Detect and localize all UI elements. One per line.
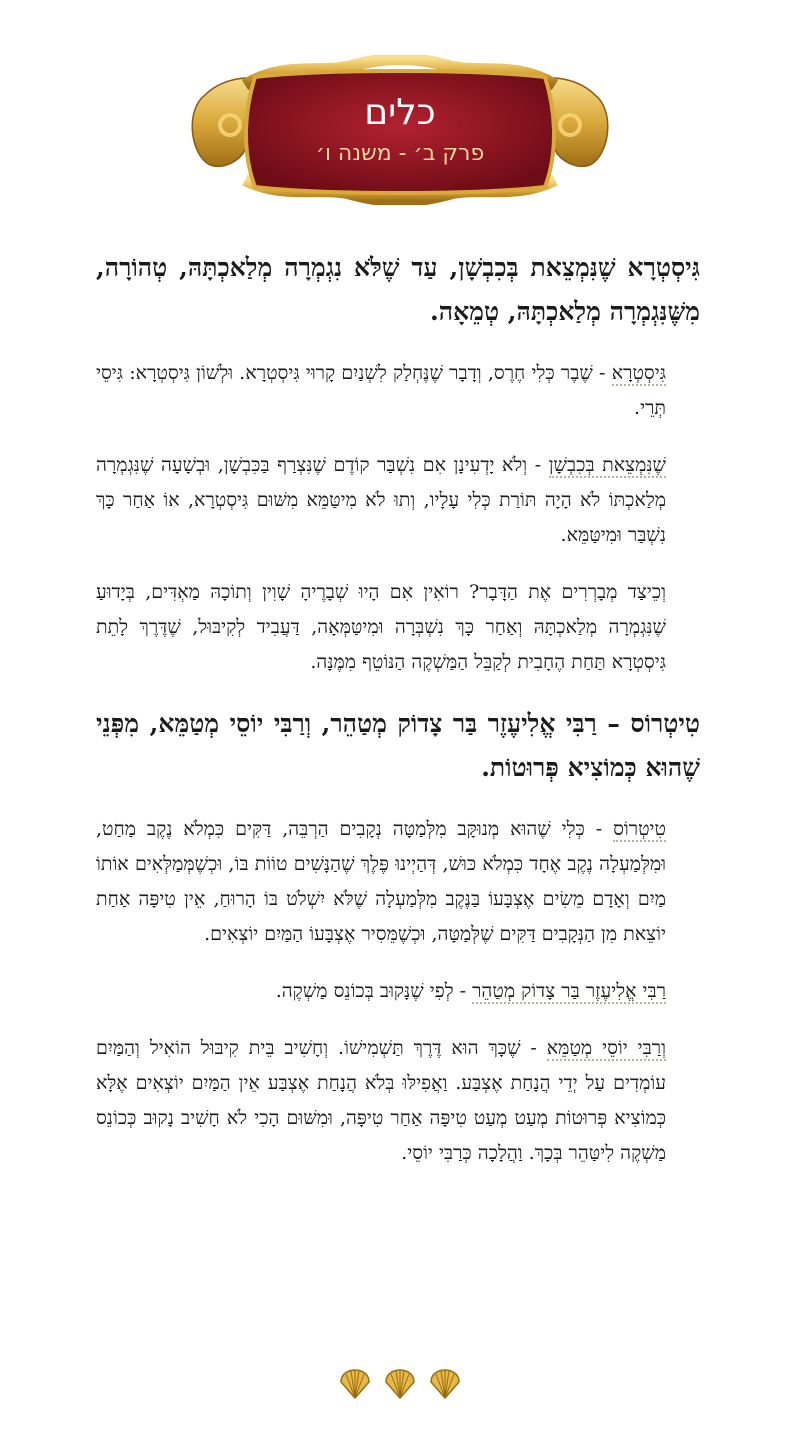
explanation-text: - שֶׁבֶר כְּלִי חֶרֶס, וְדָבָר שֶׁנֶּחְלַק לִשְׁנַיִם קָרוּי גִּיסְטְרָא. וּלְשׁוֹן גִּיסְטְרָא: גִּיסֵי תְּרֵי. [96, 362, 666, 419]
explanation-text: - שֶׁכָּךְ הוּא דֶּרֶךְ תַּשְׁמִישׁוֹ. וְחָשִׁיב בֵּית קִיבּוּל הוֹאִיל וְהַמַּיִם עוֹמְדִים עַל יְדֵי הֲנָחַת אֶצְבַּע. וַאֲפִילּוּ בְּלֹא הֲנָחַת אֶצְבַּע אֵין הַמַּיִם יוֹצְאִים אֶלָּא כְּמוֹצִיא פְּרוּטוֹת מְעַט מְעַט טִיפָּה אַחַר טִיפָּה, וּמִשּׁוּם הָכִי לֹא חָשִׁיב נָקוּב כְּכוֹנֵס מַשְׁקֶה לִיטַּהֵר בְּכָךְ. וַהֲלָכָה כְּרַבִּי יוֹסֵי. [96, 1037, 666, 1164]
chapter-mishnah-subtitle: פרק ב׳ - משנה ו׳ [315, 141, 485, 166]
explanation-text: וְכֵיצַד מְבָרְרִים אֶת הַדָּבָר? רוֹאִין אִם הָיוּ שְׁבָרֶיהָ שָׁוִין וְתוֹכָהּ מַאְדִּים, בְּיָדוּעַ שֶׁנִּגְמְרָה מְלַאכְתָּהּ וְאַחַר כָּךְ נִשְׁבְּרָה וּמִיטַּמְּאָה, דַּעֲבִיד לְקִיבּוּל, שֶׁדֶּרֶךְ לָתֵת גִּיסְטְרָא תַּחַת הֶחָבִית לְקַבֵּל הַמַּשְׁקֶה הַנּוֹטֵף מִמֶּנָּה. [96, 581, 666, 673]
explanation-paragraph [96, 974, 666, 1009]
explanation-paragraph [96, 1031, 666, 1171]
explanation-term: טִיטְרוֹס [613, 818, 666, 840]
explanation-paragraph [96, 812, 666, 952]
shell-icon [383, 1368, 417, 1400]
explanation-text: - לְפִי שֶׁנָּקוּב בְּכוֹנֵס מַשְׁקֶה. [275, 980, 473, 1002]
footer-ornament [338, 1366, 462, 1402]
header-banner [185, 55, 615, 205]
explanation-term: רַבִּי אֱלִיעֶזֶר בַּר צָדוֹק מְטַהֵר [472, 980, 666, 1002]
shell-icon [428, 1368, 462, 1400]
explanation-paragraph [96, 575, 666, 680]
explanation-term: גִּיסְטְרָא [611, 362, 666, 384]
explanation-paragraph [96, 356, 666, 426]
mishnah-text: טִיטְרוֹס – רַבִּי אֱלִיעֶזֶר בַּר צָדוֹק מְטַהֵר, וְרַבִּי יוֹסֵי מְטַמֵּא, מִפְּנֵי שֶׁהוּא כְּמוֹצִיא פְּרוּטוֹת. [96, 709, 700, 782]
mishnah-text: גִּיסְטְרָא שֶׁנִּמְצֵאת בְּכִבְשָׁן, עַד שֶׁלֹּא נִגְמְרָה מְלַאכְתָּהּ, טְהוֹרָה, מִשֶּׁנִּגְמְרָה מְלַאכְתָּהּ, טְמֵאָה. [96, 253, 700, 326]
tractate-title: כלים [364, 92, 436, 133]
explanation-text: - כְּלִי שֶׁהוּא מְנוּקָּב מִלְּמַטָּה נְקָבִים הַרְבֵּה, דַּקִּים כִּמְלֹא נֶקֶב מַחַט, וּמִלְּמַעְלָה נֶקֶב אֶחָד כִּמְלֹא כּוּשׁ, דְּהַיְינוּ פֶּלֶךְ שֶׁהַנָּשִׁים טוֹוֹת בּוֹ, וּכְשֶׁמְּמַלְּאִים אוֹתוֹ מַיִם וְאָדָם מֵשִׂים אֶצְבָּעוֹ בַּנֶּקֶב מִלְּמַעְלָה שֶׁלֹּא יִשְׁלֹט בּוֹ הָרוּחַ, אֵין טִיפָּה אַחַת יוֹצֵאת מִן הַנְּקָבִים דַּקִּים שֶׁלְּמַטָּה, וּכְשֶׁמֵּסִיר אֶצְבָּעוֹ הַמַּיִם יוֹצְאִים. [96, 818, 666, 945]
explanation-paragraph [96, 448, 666, 553]
main-content [96, 246, 700, 1193]
explanation-term: שֶׁנִּמְצֵאת בְּכִבְשָׁן [548, 454, 666, 476]
explanation-text: - וְלֹא יָדְעִינָן אִם נִשְׁבַּר קוֹדֶם שֶׁנִּצְרַף בַּכִּבְשָׁן, וּבְשָׁעָה שֶׁנִּגְמְרָה מְלַאכְתּוֹ לֹא הָיָה תּוֹרַת כְּלִי עָלָיו, וְתוּ לֹא מִיטַּמֵּא מִשּׁוּם גִּיסְטְרָא, אוֹ אַחַר כָּךְ נִשְׁבַּר וּמִיטַּמֵּא. [96, 454, 666, 546]
shell-icon [338, 1368, 372, 1400]
explanation-term: וְרַבִּי יוֹסֵי מְטַמֵּא [546, 1037, 666, 1059]
